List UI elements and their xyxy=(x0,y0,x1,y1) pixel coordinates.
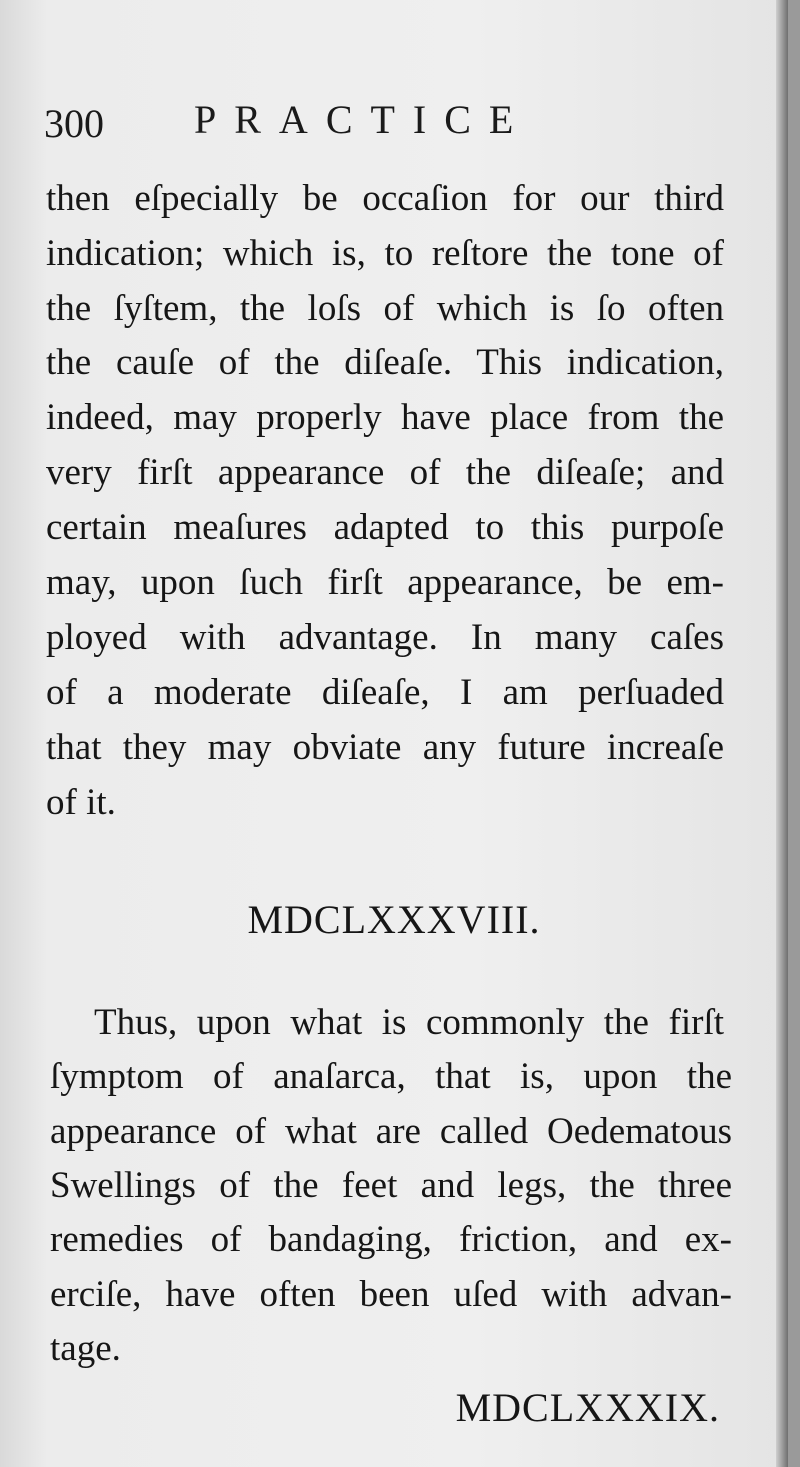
page-number: 300 xyxy=(44,101,104,146)
text-line: remedies of bandaging, friction, and ex- xyxy=(50,1219,732,1260)
text-line: the ſyſtem, the loſs of which is ſo often xyxy=(46,288,724,329)
text-line: very firſt appearance of the diſeaſe; and xyxy=(46,452,724,493)
text-line: may, upon ſuch firſt appearance, be em- xyxy=(46,562,724,603)
text-line: that they may obviate any future increaſe xyxy=(46,727,724,768)
text-line: indeed, may properly have place from the xyxy=(46,397,724,438)
text-line: appearance of what are called Oedematous xyxy=(50,1111,732,1152)
text-line: ployed with advantage. In many caſes xyxy=(46,617,724,658)
text-line: then eſpecially be occaſion for our third xyxy=(46,178,724,219)
text-line: of a moderate diſeaſe, I am perſuaded xyxy=(46,672,724,713)
section-heading: MDCLXXXVIII. xyxy=(247,897,541,942)
text-line: Thus, upon what is commonly the firſt xyxy=(94,1002,724,1043)
text-line: tage. xyxy=(50,1328,121,1369)
text-line: ſymptom of anaſarca, that is, upon the xyxy=(50,1056,732,1097)
text-line: indication; which is, to reſtore the tone of xyxy=(46,233,724,274)
text-line: the cauſe of the diſeaſe. This indication, xyxy=(46,342,724,383)
catchword: MDCLXXXIX. xyxy=(455,1385,720,1430)
text-line: erciſe, have often been uſed with advan- xyxy=(50,1274,732,1315)
text-line: of it. xyxy=(46,782,116,823)
page-edge xyxy=(776,0,788,1467)
text-line: Swellings of the feet and legs, the three xyxy=(50,1165,732,1206)
text-line: certain meaſures adapted to this purpoſe xyxy=(46,507,724,548)
page-header xyxy=(44,92,744,152)
running-head: PRACTICE xyxy=(194,97,532,142)
